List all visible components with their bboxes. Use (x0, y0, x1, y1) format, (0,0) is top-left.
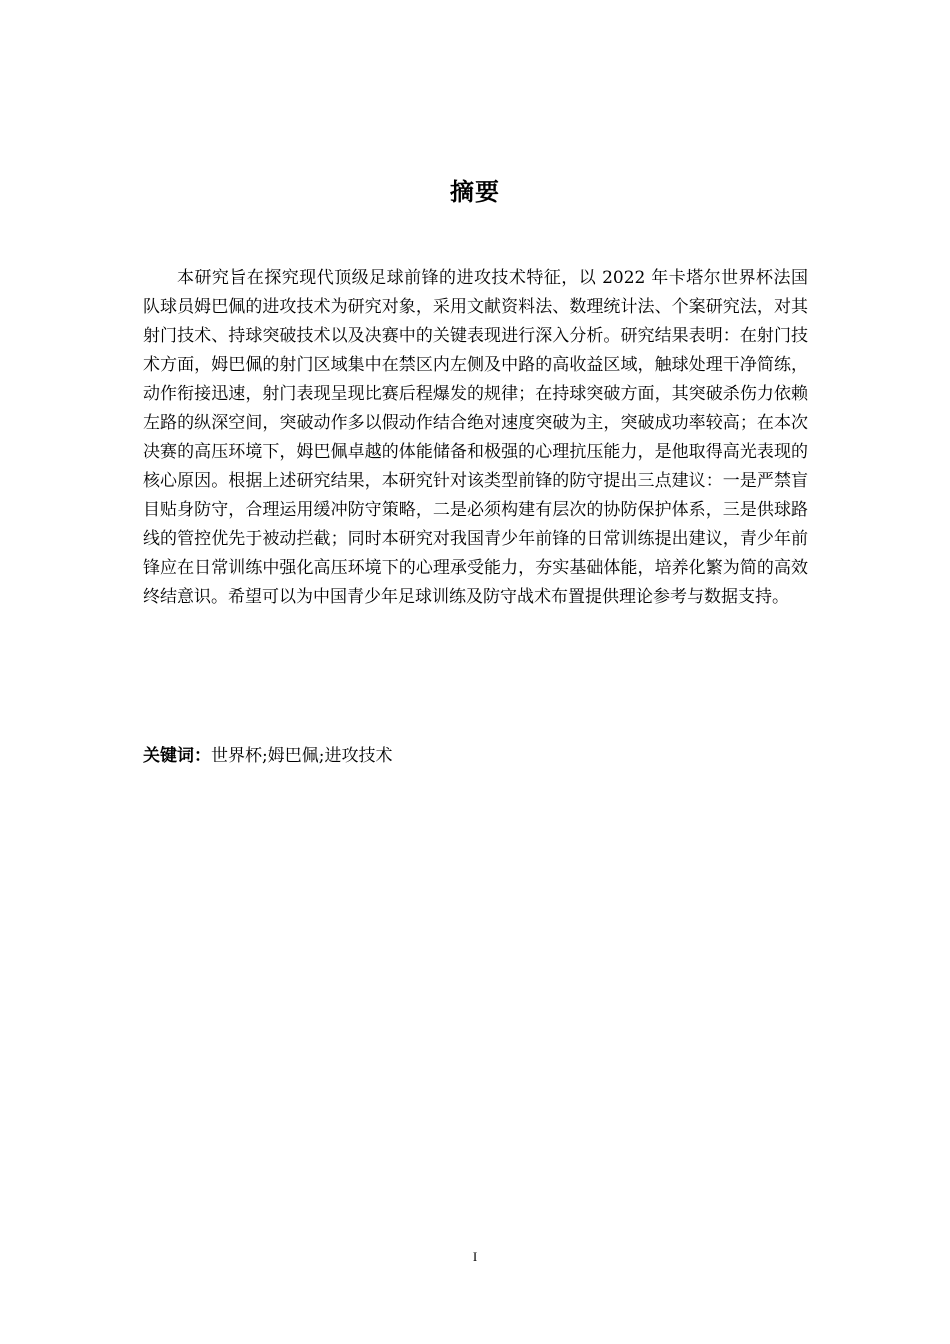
keywords-label: 关键词： (143, 746, 211, 766)
keywords-value: 世界杯;姆巴佩;进攻技术 (211, 746, 393, 766)
abstract-body: 本研究旨在探究现代顶级足球前锋的进攻技术特征，以 2022 年卡塔尔世界杯法国队球员姆巴佩的进攻技术为研究对象，采用文献资料法、数理统计法、个案研究法，对其射门技术、持球突破技术以及决赛中的关键表现进行深入分析。研究结果表明：在射门技术方面，姆巴佩的射门区域集中在禁区内左侧及中路的高收益区域，触球处理干净简练，动作衔接迅速，射门表现呈现比赛后程爆发的规律；在持球突破方面，其突破杀伤力依赖左路的纵深空间，突破动作多以假动作结合绝对速度突破为主，突破成功率较高；在本次决赛的高压环境下，姆巴佩卓越的体能储备和极强的心理抗压能力，是他取得高光表现的核心原因。根据上述研究结果，本研究针对该类型前锋的防守提出三点建议：一是严禁盲目贴身防守，合理运用缓冲防守策略，二是必须构建有层次的协防保护体系，三是供球路线的管控优先于被动拦截；同时本研究对我国青少年前锋的日常训练提出建议，青少年前锋应在日常训练中强化高压环境下的心理承受能力，夯实基础体能，培养化繁为简的高效终结意识。希望可以为中国青少年足球训练及防守战术布置提供理论参考与数据支持。 (143, 268, 808, 607)
abstract-title: 摘要 (450, 178, 500, 206)
keywords-line (143, 742, 808, 771)
page-number: I (472, 1249, 478, 1264)
